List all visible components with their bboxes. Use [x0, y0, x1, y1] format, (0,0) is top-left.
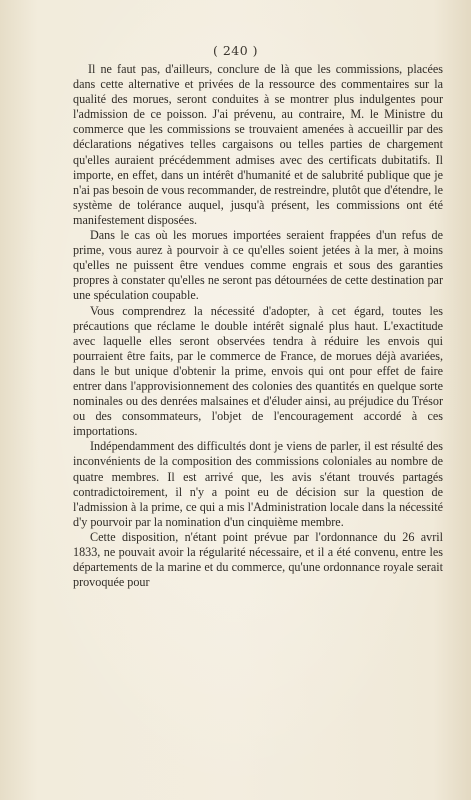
page-body-text	[73, 62, 443, 590]
paragraph-2: Dans le cas où les morues importées seraient frappées d'un refus de prime, vous aurez à pourvoir à ce qu'elles soient jetées à la mer, à moins qu'elles ne puissent être vendues comme engrais et sous des garanties propres à constater qu'elles ne seront pas détournées de cette destination par une spéculation coupable.	[73, 228, 443, 303]
page-number: ( 240 )	[212, 43, 259, 58]
paragraph-5: Cette disposition, n'étant point prévue par l'ordonnance du 26 avril 1833, ne pouvait avoir la régularité nécessaire, et il a été convenu, entre les départements de la marine et du commerce, qu'une ordonnance royale serait provoquée pour	[73, 529, 443, 590]
paragraph-4: Indépendamment des difficultés dont je viens de parler, il est résulté des inconvénients de la composition des commissions coloniales au nombre de quatre membres. Il est arrivé que, les avis s'étant trouvés partagés contradictoirement, il n'y a point eu de décision sur la question de l'admission à la prime, ce qui a mis l'Administration locale dans la nécessité d'y pourvoir par la nomination d'un cinquième membre.	[73, 439, 443, 529]
paragraph-1: Il ne faut pas, d'ailleurs, conclure de là que les commissions, placées dans cette alternative et privées de la ressource des commentaires sur la qualité des morues, seront conduites à se montrer plus indulgentes pour l'admission de ce poisson. J'ai prévenu, au contraire, M. le Ministre du commerce que les commissions se trouvaient amenées à accueillir par des déclarations négatives telles cargaisons ou telles parties de chargement qu'elles auraient précédemment admises avec des certificats dubitatifs. Il importe, en effet, dans un intérêt d'humanité et de salubrité publique que je n'ai pas besoin de vous recommander, de restreindre, plutôt que d'étendre, le système de tolérance auquel, jusqu'à présent, les commissions ont été manifestement disposées.	[73, 62, 444, 227]
paragraph-3: Vous comprendrez la nécessité d'adopter, à cet égard, toutes les précautions que réclame le double intérêt signalé plus haut. L'exactitude avec laquelle elles seront observées tendra à réduire les envois qui pourraient être faits, par le commerce de France, de morues déjà avariées, dans le but unique d'obtenir la prime, envois qui ont pour effet de faire entrer dans l'approvisionnement des colonies des quantités en quelque sorte nominales ou des denrées malsaines et d'éluder ainsi, au préjudice du Trésor ou des consommateurs, l'objet de l'encouragement accordé à ces importations.	[73, 303, 443, 439]
